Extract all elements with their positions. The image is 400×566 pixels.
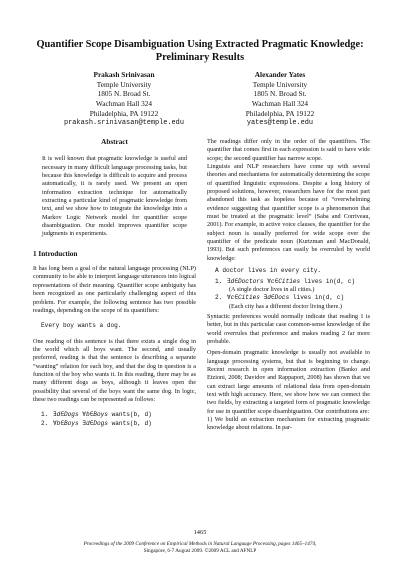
author-email[interactable]: yates@temple.edu (246, 118, 314, 127)
body-paragraph-open-domain: Open-domain pragmatic knowledge is usually not available to language processing systems, but that is beginning to change. Recent research in open information extraction (Banko and Etzioni, 2008; Davidov and Rappaport, 2008) has shown that we can extract large amounts of relational data from open-domain text with high accuracy. Here, we show how we can connect the two fields, by extracting a targeted form of pragmatic knowledge for use in quantifier scope disambiguation. Our contributions are: (207, 349, 370, 415)
author-city: Philadelphia, PA 19122 (245, 108, 315, 118)
author-affiliation: Temple University (252, 79, 308, 89)
reading-quantifier-1: ∀c∈Cities (227, 294, 260, 302)
author-building: Wachman Hall 324 (95, 99, 153, 109)
abstract-text: It is well known that pragmatic knowledge is useful and necessary in many difficult language processing tasks, but because this knowledge is difficult to acquire and process automatically, it is rarely used. We present an open information extraction technique for automatically extracting a particular kind of pragmatic knowledge from text, and we show how to integrate the knowledge into a Markov Logic Network model for quantifier scope disambiguation. Our model improves quantifier scope judgments in experiments. (42, 155, 187, 238)
readings-list-2 (215, 278, 370, 311)
body-paragraph-readings-differ: The readings differ only in the order of the quantifiers. The quantifier that comes first in each expression is said to have wide scope; the second quantifier has narrow scope. (207, 138, 370, 162)
reading-predicate: wants(b, d) (111, 419, 152, 427)
reading-item (215, 278, 370, 286)
paper-title (18, 38, 382, 64)
reading-quantifier-1: ∃d∈Dogs (53, 411, 79, 419)
footer-line-1: Proceedings of the 2009 Conference on Empirical Methods in Natural Language Processing, pages 1465–1474, (83, 541, 317, 547)
abstract-heading: Abstract (101, 138, 128, 146)
reading-note: (A single doctor lives in all cities.) (229, 285, 315, 293)
author-street: 1805 N. Broad St. (97, 89, 151, 99)
reading-note: (Each city has a different doctor living there.) (229, 302, 342, 310)
reading-item (215, 294, 370, 302)
intro-paragraph-2: One reading of this sentence is that there exists a single dog in the world which all boys want. The second, and usually preferred, reading is that the sentence is describing a separate “wanting” relation for each boy, and that the dog in question is a function of the boy who wants it. In this reading, there may be as many different dogs as boys, although it leaves open the possibility that several of the boys want the same dog. In logic, these two readings can be represented as follows: (33, 337, 196, 403)
body-paragraph-contribution-1: 1) We build an extraction mechanism for extracting pragmatic knowledge about relations. In par- (207, 416, 370, 432)
body-paragraph-syntactic: Syntactic preferences would normally indicate that reading 1 is better, but in this particular case common-sense knowledge of the world overrules that preference and makes reading 2 far more probable. (207, 312, 370, 345)
body-paragraph-linguists: Linguists and NLP researchers have come up with several theories and mechanisms for automatically determining the scope of quantified linguistic expressions. Despite a long history of proposed solutions, however, researchers have for the most part abandoned this task as hopeless because of “overwhelming evidence suggesting that quantifier scope is a phenomenon that must be treated at the pragmatic level” (Saba and Corriveau, 2001). For example, in active voice clauses, the quantifier for the subject noun is usually preferred for wide scope over the quantifier of the predicate noun (Kurtzman and MacDonald, 1993). But such preferences can easily be overruled by world knowledge: (207, 163, 370, 262)
reading-item (41, 420, 196, 428)
title-line-1: Quantifier Scope Disambiguation Using Extracted Pragmatic Knowledge: (36, 39, 364, 50)
left-column (33, 138, 196, 432)
reading-number: 1. (215, 277, 223, 285)
author-street: 1805 N. Broad St. (253, 89, 307, 99)
reading-quantifier-2: ∃d∈Docs (263, 294, 290, 302)
reading-number: 1. (41, 411, 49, 419)
right-column (207, 138, 370, 433)
reading-predicate: wants(b, d) (111, 411, 152, 419)
intro-paragraph-1: It has long been a goal of the natural language processing (NLP) community to be able to interpret language utterances into logical representations of their meaning. Quantifier scope ambiguity has been recognized as one particularly challenging aspect of this problem. For example, the following sentence has two possible readings, depending on the scope of its quantifiers: (33, 265, 196, 314)
footer-line-2: Singapore, 6-7 August 2009. ©2009 ACL and AFNLP (143, 547, 257, 554)
reading-quantifier-1: ∃d∈Doctors (227, 277, 264, 285)
author-block-1 (44, 70, 204, 128)
reading-predicate: lives in(d, c) (292, 294, 345, 302)
readings-list-1 (41, 411, 196, 428)
author-name: Prakash Srinivasan (93, 70, 155, 79)
author-block-2 (200, 70, 360, 128)
author-affiliation: Temple University (96, 79, 152, 89)
author-city: Philadelphia, PA 19122 (89, 108, 159, 118)
reading-quantifier-1: ∀b∈Boys (53, 419, 79, 427)
author-email[interactable]: prakash.srinivasan@temple.edu (64, 118, 184, 127)
reading-number: 2. (215, 294, 223, 302)
author-building: Wachman Hall 324 (251, 99, 309, 109)
example-sentence-1: Every boy wants a dog. (41, 322, 122, 330)
reading-predicate: lives in(d, c) (303, 277, 356, 285)
example-sentence-2: A doctor lives in every city. (215, 267, 322, 275)
page-number: 1465 (193, 529, 207, 536)
reading-number: 2. (41, 419, 49, 427)
section-heading-introduction: 1 Introduction (33, 249, 78, 258)
reading-item (41, 411, 196, 419)
reading-quantifier-2: ∀c∈Cities (267, 277, 301, 285)
proceedings-footer (20, 541, 380, 555)
reading-quantifier-2: ∃d∈Dogs (82, 419, 108, 427)
author-name: Alexander Yates (254, 70, 306, 79)
reading-quantifier-2: ∀b∈Boys (82, 411, 108, 419)
title-line-2: Preliminary Results (155, 52, 245, 63)
